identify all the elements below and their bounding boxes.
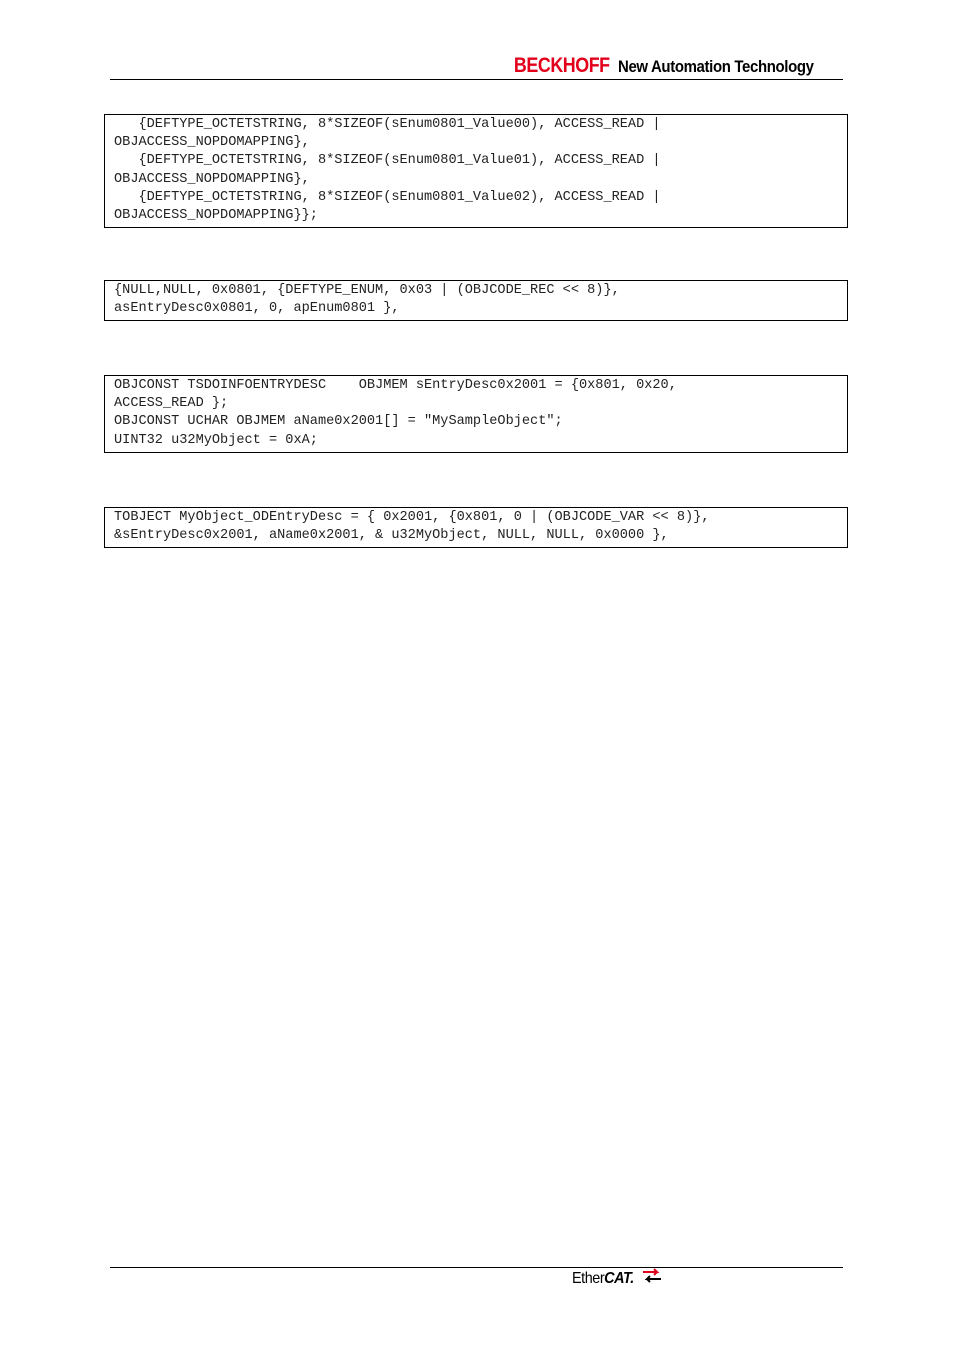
code-block-object-entry	[104, 507, 848, 548]
code-block-object-declaration	[104, 375, 848, 453]
code-block-enum-object	[104, 280, 848, 321]
code-line: {NULL,NULL, 0x0801, {DEFTYPE_ENUM, 0x03 | (OBJCODE_REC << 8)},	[114, 283, 620, 298]
code-line: asEntryDesc0x0801, 0, apEnum0801 },	[114, 301, 400, 317]
code-line: {DEFTYPE_OCTETSTRING, 8*SIZEOF(sEnum0801_Value02), ACCESS_READ |	[114, 189, 661, 205]
header-divider	[110, 79, 843, 80]
brand-tagline: New Automation Technology	[617, 57, 814, 76]
footer-divider	[110, 1267, 843, 1268]
code-line: OBJACCESS_NOPDOMAPPING},	[114, 171, 310, 187]
code-line: UINT32 u32MyObject = 0xA;	[114, 432, 318, 448]
code-line: OBJACCESS_NOPDOMAPPING}};	[114, 208, 318, 224]
header-brand	[497, 54, 840, 78]
code-line: {DEFTYPE_OCTETSTRING, 8*SIZEOF(sEnum0801_Value00), ACCESS_READ |	[114, 117, 661, 132]
ethercat-wordmark	[572, 1270, 634, 1288]
code-line: ACCESS_READ };	[114, 396, 229, 412]
code-line: {DEFTYPE_OCTETSTRING, 8*SIZEOF(sEnum0801_Value01), ACCESS_READ |	[114, 153, 661, 169]
arrows-icon	[641, 1268, 663, 1284]
ethercat-logo	[572, 1268, 663, 1288]
code-block-enum-values	[104, 114, 848, 228]
ethercat-suffix: CAT.	[604, 1270, 634, 1287]
beckhoff-logo: BECKHOFF	[513, 54, 610, 77]
code-line: OBJACCESS_NOPDOMAPPING},	[114, 135, 310, 151]
ethercat-prefix: Ether	[572, 1270, 605, 1287]
code-line: &sEntryDesc0x2001, aName0x2001, & u32MyObject, NULL, NULL, 0x0000 },	[114, 528, 669, 544]
code-line: TOBJECT MyObject_ODEntryDesc = { 0x2001, {0x801, 0 | (OBJCODE_VAR << 8)},	[114, 510, 710, 525]
code-line: OBJCONST TSDOINFOENTRYDESC OBJMEM sEntryDesc0x2001 = {0x801, 0x20,	[114, 378, 677, 393]
code-line: OBJCONST UCHAR OBJMEM aName0x2001[] = "MySampleObject";	[114, 414, 563, 430]
